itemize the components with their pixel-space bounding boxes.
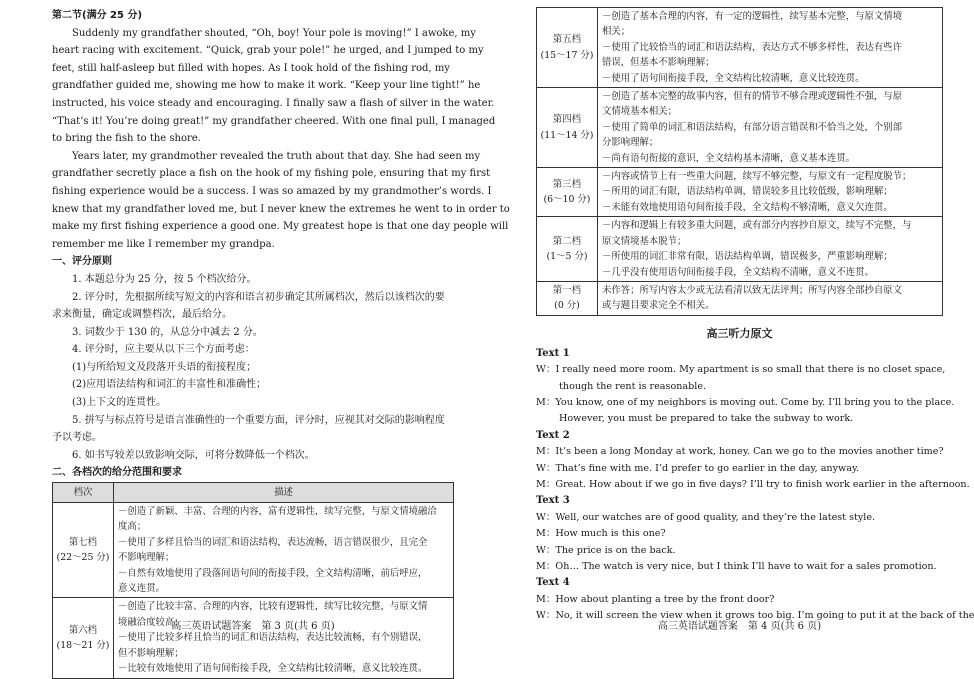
story-line: heart racing with excitement. “Quick, grab your pole!” he urged, and I jumped to my	[52, 45, 484, 57]
story-line: instructed, his voice steady and encouraging. I finally saw a flash of silver in the water.	[52, 97, 495, 109]
dialogue-line: M：How much is this one?	[536, 528, 666, 540]
text-label: Text 4	[536, 577, 570, 589]
level-cell	[537, 168, 598, 217]
desc-line: －比较有效地使用了语句间衔接手段，全文结构比较清晰，意义比较连贯。	[118, 663, 428, 675]
desc-line: －使用了简单的词汇和语法结构，有部分语言错误和不恰当之处，个别部	[602, 121, 903, 133]
principles-title: 一、评分原则	[52, 256, 112, 268]
desc-cell	[598, 217, 943, 282]
desc-line: 相关；	[602, 26, 631, 38]
col-header-level: 档次	[53, 483, 114, 503]
section-title: 第二节(满分 25 分)	[52, 10, 143, 21]
level-range: (15～17 分)	[540, 49, 594, 61]
page-footer: 高三英语试题答案 第 4 页(共 6 页)	[657, 621, 822, 632]
story-line: grandfather guided me, showing me how to make it work. “Keep your line tight!” he	[52, 80, 481, 92]
table-row	[537, 88, 943, 168]
principle-item-cont: 予以考虑。	[52, 432, 102, 444]
desc-line: －使用了比较多样且恰当的词汇和语法结构，表达比较流畅，有个别错误，	[118, 632, 428, 644]
story-line: to bring the fish to the shore.	[52, 133, 201, 145]
desc-line: －创造了基本完整的故事内容，但有的情节不够合理或逻辑性不强，与原	[602, 91, 903, 103]
scoring-table-left	[52, 482, 454, 678]
desc-line: 分影响理解；	[602, 137, 659, 149]
principle-item: (1)与所给短文及段落开头语的衔接程度；	[72, 361, 257, 373]
text-label: Text 2	[536, 429, 570, 441]
level-name: 第四档	[552, 114, 582, 126]
story-line: Years later, my grandmother revealed the truth about that day. She had seen my	[72, 150, 481, 162]
desc-line: 文情境基本相关；	[602, 106, 678, 118]
desc-cell	[114, 598, 454, 678]
principle-item: 1. 本题总分为 25 分，按 5 个档次给分。	[72, 273, 257, 285]
level-name: 第七档	[68, 536, 98, 548]
desc-line: －使用了语句间衔接手段，全文结构比较清晰，意义比较连贯。	[602, 72, 865, 84]
principle-item: 6. 如书写较差以致影响交际，可将分数降低一个档次。	[72, 449, 315, 461]
dialogue-line: M：How about planting a tree by the front door?	[536, 593, 775, 605]
desc-line: 但不影响理解；	[118, 647, 184, 659]
table-row	[537, 8, 943, 88]
left-page	[52, 0, 510, 675]
desc-cell	[114, 503, 454, 598]
principle-item-cont: 求来衡量，确定或调整档次，最后给分。	[52, 309, 232, 321]
dialogue-line: However, you must be prepared to take the subway to work.	[559, 413, 854, 425]
dialogue-line: M：Oh… The watch is very nice, but I think I’ll have to wait for a sales promotion.	[536, 561, 937, 572]
principle-item: (2)应用语法结构和词汇的丰富性和准确性；	[72, 379, 267, 391]
desc-line: 错误，但基本不影响理解；	[602, 57, 715, 69]
transcript-title: 高三听力原文	[706, 326, 773, 340]
story-line: Suddenly my grandfather shouted, “Oh, boy! Your pole is moving!” I awoke, my	[72, 27, 476, 39]
desc-line: －创造了比较丰富、合理的内容，比较有逻辑性，续写比较完整，与原文情	[118, 601, 428, 613]
story-line: make my first fishing experience a good one. My greatest hope is that one day people will	[52, 221, 509, 233]
table-row	[537, 217, 943, 282]
desc-line: 未作答；所写内容太少或无法看清以致无法评判；所写内容全部抄自原文	[602, 284, 903, 296]
desc-line: －使用了比较恰当的词汇和语法结构，表达方式不够多样性，表达有些许	[602, 41, 903, 53]
principle-item: 2. 评分时，先根据所续写短文的内容和语言初步确定其所属档次，然后以该档次的要	[72, 291, 445, 303]
desc-line: －几乎没有使用语句间衔接手段，全文结构不清晰，意义不连贯。	[602, 266, 874, 278]
level-cell	[53, 598, 114, 678]
right-page	[536, 0, 974, 638]
desc-cell	[598, 168, 943, 217]
table-row	[537, 168, 943, 217]
table-row	[537, 281, 943, 315]
level-name: 第六档	[68, 624, 98, 636]
dialogue-line: W：Well, our watches are of good quality, and they’re the latest style.	[536, 511, 876, 523]
level-cell	[537, 217, 598, 282]
dialogue-line: W：The price is on the back.	[536, 544, 676, 556]
story-paragraph-2	[52, 148, 510, 254]
desc-line: －使用了多样且恰当的词汇和语法结构，表达流畅，语言错误很少，且完全	[118, 536, 428, 548]
page-footer: 高三英语试题答案 第 3 页(共 6 页)	[171, 621, 335, 632]
story-line: “That’s it! You’re doing great!” my grandfather cheered. With one final pull, I managed	[52, 115, 496, 127]
table-row	[53, 503, 454, 598]
story-line: knew that my grandfather loved me, but I never knew the extremes he went to in order to	[52, 203, 510, 215]
level-name: 第三档	[552, 178, 582, 190]
principle-item: 5. 拼写与标点符号是语言准确性的一个重要方面，评分时，应视其对交际的影响程度	[72, 414, 445, 426]
transcript	[536, 346, 974, 625]
level-range: (1～5 分)	[546, 251, 588, 263]
dialogue-line: W：That’s fine with me. I’d prefer to go earlier in the day, anyway.	[536, 462, 860, 474]
desc-line: －自然有效地使用了段落间语句间的衔接手段，全文结构清晰，前后呼应，	[118, 567, 428, 579]
story-line: remember me like I remember my grandpa.	[52, 238, 275, 250]
ranges-title: 二、各档次的给分范围和要求	[52, 467, 182, 479]
desc-line: －所使用的词汇非常有限，语法结构单调，错误极多，严重影响理解；	[602, 251, 893, 263]
desc-line: 度高；	[118, 521, 147, 533]
level-range: (6～10 分)	[543, 194, 591, 206]
level-cell	[537, 88, 598, 168]
desc-line: －内容和逻辑上有较多重大问题，或有部分内容抄自原文，续写不完整，与	[602, 220, 912, 232]
principles-list	[52, 271, 454, 465]
desc-line: 意义连贯。	[118, 583, 165, 595]
dialogue-line: M：You know, one of my neighbors is moving out. Come by. I’ll bring you to the place.	[536, 396, 955, 408]
principle-item: 3. 词数少于 130 的，从总分中减去 2 分。	[72, 326, 263, 338]
level-cell	[537, 281, 598, 315]
level-range: (18～21 分)	[56, 639, 110, 651]
col-header-desc: 描述	[114, 483, 454, 503]
dialogue-line: W：No, it will screen the view when it grows too big. I’m going to put it at the back of the	[536, 610, 974, 622]
desc-line: －内容或情节上有一些重大问题，续写不够完整，与原文有一定程度脱节；	[602, 171, 912, 183]
scoring-table-right	[536, 7, 943, 316]
level-name: 第一档	[552, 284, 582, 296]
desc-line: －创造了基本合理的内容，有一定的逻辑性，续写基本完整，与原文情境	[602, 11, 903, 22]
desc-line: －尚有语句衔接的意识，全文结构基本清晰，意义基本连贯。	[602, 152, 856, 164]
text-label: Text 1	[536, 347, 570, 359]
desc-line: 或与题目要求完全不相关。	[602, 300, 715, 312]
dialogue-line: though the rent is reasonable.	[559, 380, 707, 392]
level-range: (11～14 分)	[540, 129, 594, 141]
level-cell	[537, 8, 598, 88]
story-line: fishing experience would be a success. I was so amazed by my grandmother’s words. I	[52, 185, 492, 197]
desc-line: －所用的词汇有限，语法结构单调，错误较多且比较低级，影响理解；	[602, 186, 893, 198]
dialogue-line: M：Great. How about if we go in five days? I’ll try to finish work earlier in the afternoon.	[536, 478, 970, 490]
table-row	[53, 598, 454, 678]
desc-line: 不影响理解；	[118, 552, 175, 564]
story-line: feet, still half-asleep but filled with hopes. As I took hold of the fishing rod, my	[52, 62, 450, 74]
level-range: (0 分)	[554, 300, 580, 312]
level-range: (22～25 分)	[56, 552, 110, 564]
desc-line: －未能有效地使用语句间衔接手段，全文结构不够清晰，意义欠连贯。	[602, 201, 893, 213]
desc-line: 境融洽度较高；	[118, 616, 184, 628]
dialogue-line: W：I really need more room. My apartment is so small that there is no closet space,	[536, 364, 946, 376]
desc-line: －创造了新颖、丰富、合理的内容，富有逻辑性，续写完整，与原文情境融洽	[118, 506, 437, 518]
level-name: 第五档	[552, 34, 582, 46]
desc-cell	[598, 8, 943, 88]
dialogue-line: M：It’s been a long Monday at work, honey. Can we go to the movies another time?	[536, 446, 944, 458]
principle-item: 4. 评分时，应主要从以下三个方面考虑：	[72, 344, 255, 356]
story-line: grandfather secretly place a fish on the hook of my fishing pole, ensuring that my first	[52, 168, 491, 180]
desc-cell	[598, 88, 943, 168]
level-name: 第二档	[552, 235, 582, 247]
text-label: Text 3	[536, 495, 570, 507]
story-paragraph-1	[52, 25, 496, 148]
principle-item: (3)上下文的连贯性。	[72, 397, 167, 409]
desc-line: 原文情境基本脱节；	[602, 235, 687, 247]
level-cell	[53, 503, 114, 598]
desc-cell	[598, 281, 943, 315]
